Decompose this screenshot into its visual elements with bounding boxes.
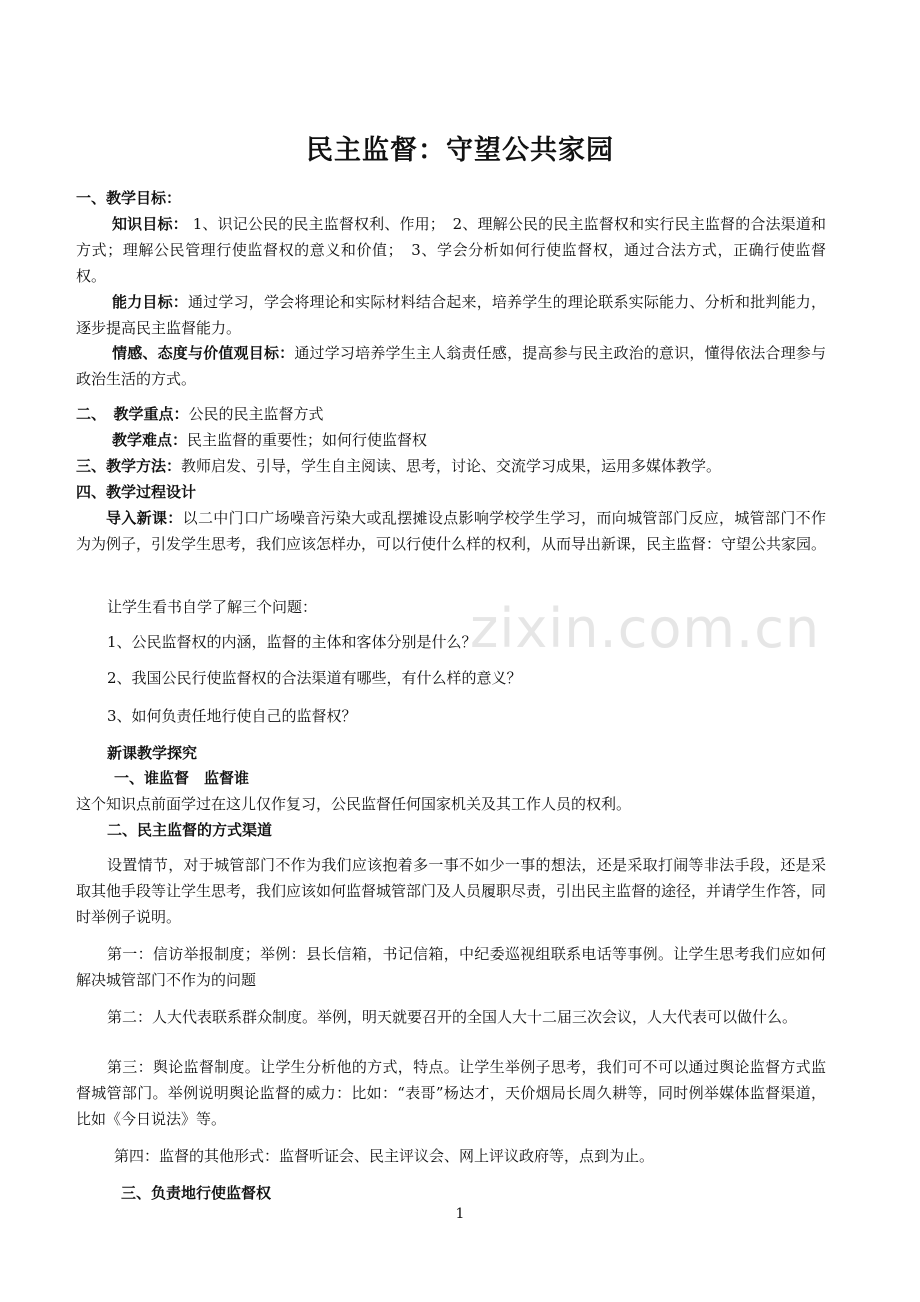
teaching-focus-text: 公民的民主监督方式 bbox=[188, 405, 324, 423]
intro-paragraph bbox=[76, 505, 826, 557]
scenario-paragraph: 设置情节，对于城管部门不作为我们应该抱着多一事不如少一事的想法，还是采取打闹等非法手段，还是采取其他手段等让学生思考，我们应该如何监督城管部门及人员履职尽责，引出民主监督的途径，并请学生作答，同时举例子说明。 bbox=[76, 856, 827, 926]
section-4-heading: 四、教学过程设计 bbox=[76, 483, 197, 501]
emotion-goal-text: 通过学习培养学生主人翁责任感，提高参与民主政治的意识，懂得依法合理参与政治生活的方式。 bbox=[76, 344, 826, 388]
method-fourth-line: 第四：监督的其他形式：监督听证会、民主评议会、网上评议政府等，点到为止。 bbox=[114, 1147, 655, 1165]
subsection-1-text: 这个知识点前面学过在这儿仅作复习，公民监督任何国家机关及其工作人员的权利。 bbox=[76, 795, 632, 813]
question-1: 1、公民监督权的内涵，监督的主体和客体分别是什么？ bbox=[107, 633, 477, 651]
section-3-heading: 三、教学方法： bbox=[76, 457, 182, 475]
emotion-goal-paragraph bbox=[76, 340, 826, 392]
method-first-paragraph: 第一：信访举报制度；举例：县长信箱，书记信箱，中纪委巡视组联系电话等事例。让学生思考我们应如何解决城管部门不作为的问题 bbox=[76, 945, 826, 989]
method-third-paragraph: 第三：舆论监督制度。让学生分析他的方式，特点。让学生举例子思考，我们可不可以通过舆论监督方式监督城管部门。举例说明舆论监督的威力：比如：“表哥”杨达才，天价烟局长周久耕等，同时例举媒体监督渠道，比如《今日说法》等。 bbox=[76, 1058, 826, 1128]
teaching-difficulty-label: 教学难点： bbox=[112, 431, 188, 449]
explore-heading: 新课教学探究 bbox=[107, 744, 198, 762]
teaching-method-line bbox=[76, 453, 830, 479]
page-number: 1 bbox=[455, 1206, 465, 1222]
ability-goal-text: 通过学习，学会将理论和实际材料结合起来，培养学生的理论联系实际能力、分析和批判能力，逐步提高民主监督能力。 bbox=[76, 293, 826, 337]
subsection-1-heading: 一、谁监督 监督谁 bbox=[114, 769, 250, 787]
page-title: 民主监督：守望公共家园 bbox=[306, 135, 614, 166]
knowledge-goal-paragraph bbox=[76, 211, 826, 289]
teaching-focus-line bbox=[76, 401, 830, 427]
knowledge-goal-text: 1、识记公民的民主监督权利、作用； 2、理解公民的民主监督权和实行民主监督的合法渠道和方式；理解公民管理行使监督权的意义和价值； 3、学会分析如何行使监督权，通过合法方式，正确行使监督权。 bbox=[76, 215, 826, 285]
section-2-heading: 二、 教学重点： bbox=[76, 405, 189, 423]
emotion-goal-label: 情感、态度与价值观目标： bbox=[112, 344, 295, 362]
teaching-method-text: 教师启发、引导，学生自主阅读、思考，讨论、交流学习成果，运用多媒体教学。 bbox=[181, 457, 722, 475]
question-3: 3、如何负责任地行使自己的监督权？ bbox=[107, 707, 357, 725]
method-second-paragraph: 第二：人大代表联系群众制度。举例，明天就要召开的全国人大十二届三次会议，人大代表可以做什么。 bbox=[107, 1008, 798, 1026]
ability-goal-label: 能力目标： bbox=[112, 293, 188, 311]
intro-label: 导入新课： bbox=[106, 509, 183, 527]
subsection-2-heading: 二、民主监督的方式渠道 bbox=[107, 821, 273, 839]
subsection-3-heading: 三、负责地行使监督权 bbox=[121, 1184, 272, 1202]
watermark: zixin.com.cn bbox=[470, 597, 821, 660]
ability-goal-paragraph bbox=[76, 289, 826, 341]
teaching-difficulty-line bbox=[76, 427, 830, 453]
knowledge-goal-label: 知识目标： bbox=[112, 215, 188, 233]
self-study-line: 让学生看书自学了解三个问题： bbox=[107, 598, 318, 616]
intro-text: 以二中门口广场噪音污染大或乱摆摊设点影响学校学生学习，而向城管部门反应，城管部门不作为为例子，引发学生思考，我们应该怎样办，可以行使什么样的权利，从而导出新课，民主监督：守望公共家园。 bbox=[76, 509, 827, 553]
question-2: 2、我国公民行使监督权的合法渠道有哪些，有什么样的意义？ bbox=[107, 669, 522, 687]
teaching-difficulty-text: 民主监督的重要性；如何行使监督权 bbox=[187, 431, 428, 449]
section-1-heading: 一、教学目标： bbox=[76, 189, 182, 207]
